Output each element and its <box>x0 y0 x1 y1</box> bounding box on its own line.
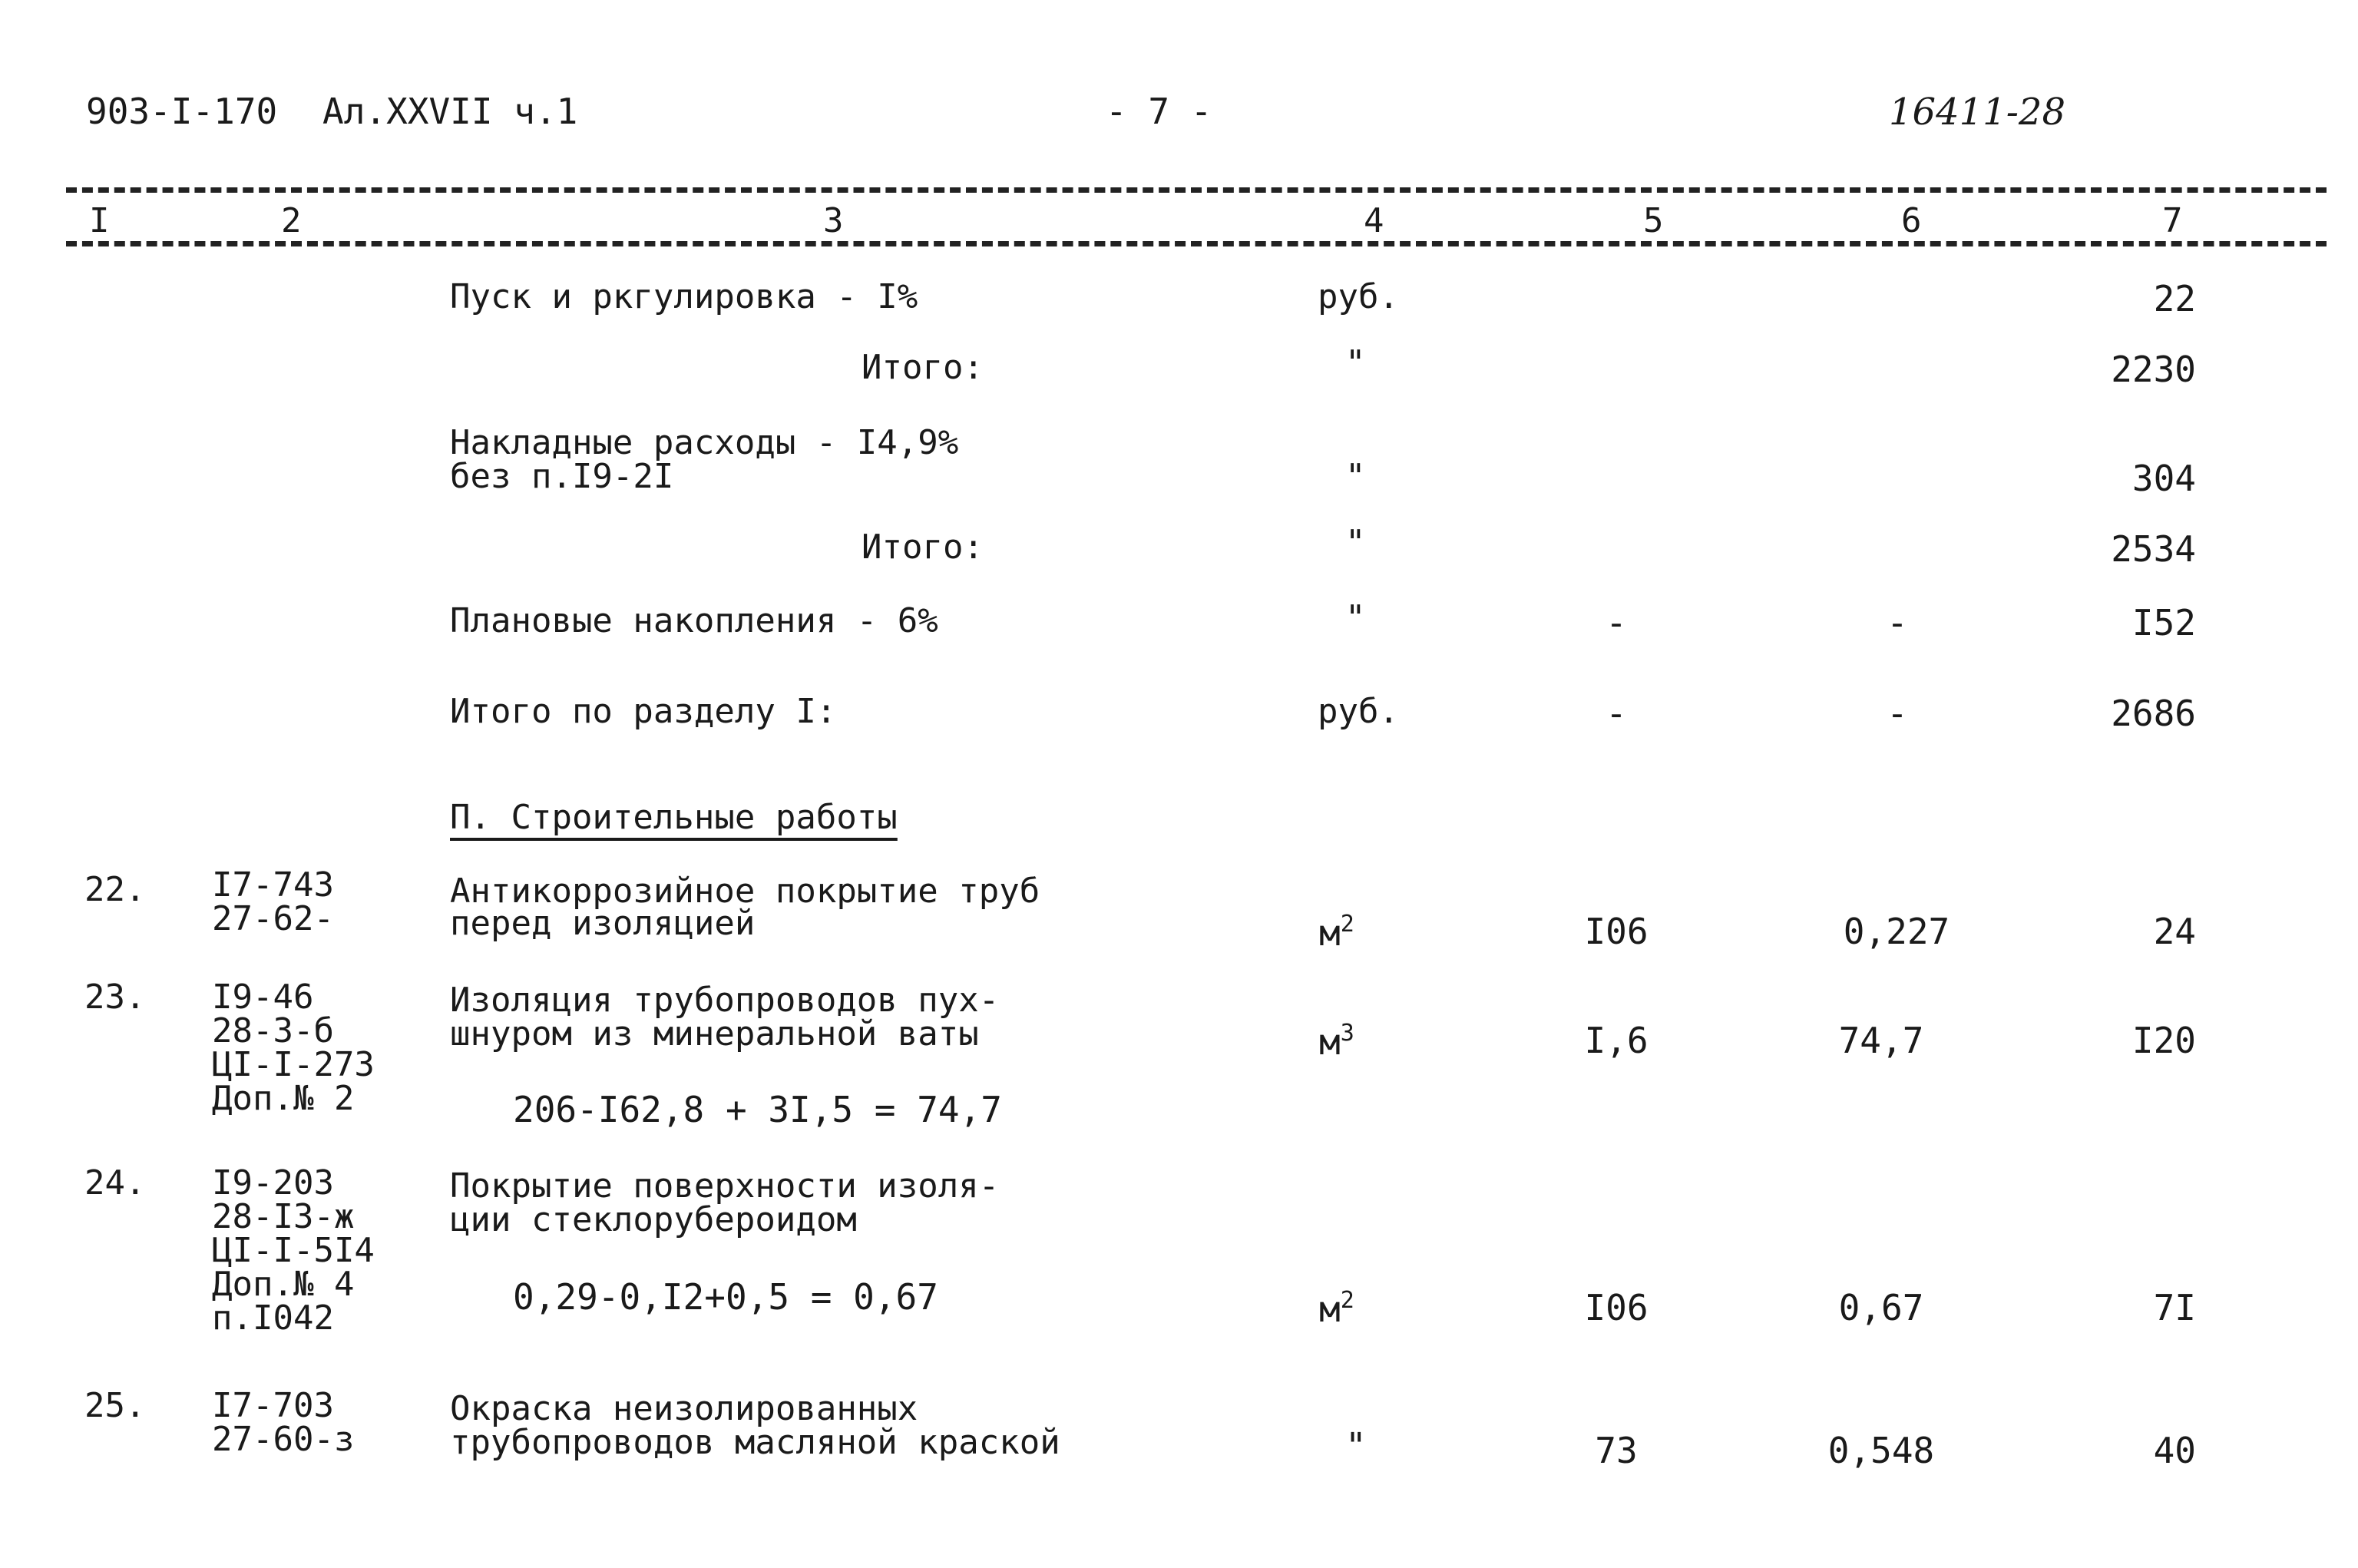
summary-total: 22 <box>2153 278 2196 319</box>
item-code: I9-46 <box>212 978 314 1017</box>
summary-label: Пуск и ркгулировка - I% <box>450 277 918 316</box>
item-unit-price: 0,67 <box>1838 1287 1924 1328</box>
section-title: П. Строительные работы <box>450 798 898 837</box>
summary-unit: " <box>1345 457 1366 496</box>
col-header-4: 4 <box>1364 201 1384 240</box>
album-reference: Ал.XXVII ч.1 <box>322 91 578 132</box>
inventory-number: 16411-28 <box>1889 91 2065 134</box>
item-code: п.I042 <box>212 1298 334 1338</box>
item-quantity: I06 <box>1584 1287 1649 1328</box>
col-header-7: 7 <box>2162 201 2183 240</box>
summary-col6: - <box>1887 693 1908 734</box>
item-calculation: 0,29-0,I2+0,5 = 0,67 <box>513 1276 938 1318</box>
item-unit: $м^3$ <box>1319 1020 1354 1063</box>
item-quantity: 73 <box>1595 1430 1638 1471</box>
item-unit: $м^2$ <box>1319 1287 1354 1330</box>
item-number: 23. <box>84 978 146 1017</box>
item-total: 40 <box>2153 1430 2196 1471</box>
item-code: 28-3-б <box>212 1011 334 1050</box>
item-number: 25. <box>84 1386 146 1425</box>
summary-col5: - <box>1606 602 1627 643</box>
summary-label-continued: без п.I9-2I <box>450 457 674 496</box>
item-total: 7I <box>2153 1287 2196 1328</box>
item-quantity: I06 <box>1584 911 1649 952</box>
item-description: Антикоррозийное покрытие труб <box>450 872 1040 911</box>
header-bottom-rule <box>66 241 2327 246</box>
col-header-1: I <box>89 201 110 240</box>
col-header-3: 3 <box>823 201 844 240</box>
summary-unit: " <box>1345 523 1366 562</box>
item-code: 28-I3-ж <box>212 1197 355 1236</box>
summary-col5: - <box>1606 693 1627 734</box>
summary-label: Итого: <box>862 528 984 567</box>
summary-total: 2230 <box>2111 349 2196 390</box>
item-code: Доп.№ 4 <box>212 1265 355 1304</box>
item-code: 27-62- <box>212 899 334 938</box>
item-description: Покрытие поверхности изоля- <box>450 1166 1000 1206</box>
item-number: 22. <box>84 870 146 909</box>
item-calculation: 206-I62,8 + 3I,5 = 74,7 <box>513 1089 1002 1130</box>
document-code: 903-I-170 <box>86 91 278 132</box>
item-code: I7-743 <box>212 865 334 905</box>
col-header-5: 5 <box>1643 201 1664 240</box>
item-description: ции стеклорубероидом <box>450 1200 857 1239</box>
item-description: трубопроводов масляной краской <box>450 1423 1060 1462</box>
summary-unit: " <box>1345 598 1366 637</box>
item-code: ЦI-I-273 <box>212 1045 375 1084</box>
col-header-2: 2 <box>281 201 302 240</box>
item-code: 27-60-з <box>212 1420 355 1459</box>
summary-label: Накладные расходы - I4,9% <box>450 423 959 462</box>
item-code: I9-203 <box>212 1163 334 1202</box>
summary-total: 2686 <box>2111 693 2196 734</box>
item-total: 24 <box>2153 911 2196 952</box>
summary-unit: руб. <box>1318 277 1399 316</box>
item-unit-price: 0,548 <box>1827 1430 1935 1471</box>
summary-unit: " <box>1345 343 1366 382</box>
item-code: ЦI-I-5I4 <box>212 1231 375 1270</box>
summary-total: I52 <box>2131 602 2196 643</box>
summary-label: Итого: <box>862 348 984 387</box>
item-description: Окраска неизолированных <box>450 1389 918 1428</box>
item-description: перед изоляцией <box>450 904 756 943</box>
summary-total: 2534 <box>2111 528 2196 570</box>
item-total: I20 <box>2131 1020 2196 1061</box>
item-description: Изоляция трубопроводов пух- <box>450 981 1000 1020</box>
item-code: Доп.№ 2 <box>212 1079 355 1118</box>
item-quantity: I,6 <box>1584 1020 1649 1061</box>
page-number: - 7 - <box>1106 91 1212 132</box>
item-unit-price: 0,227 <box>1843 911 1950 952</box>
summary-col6: - <box>1887 602 1908 643</box>
item-unit: $м^2$ <box>1319 911 1354 954</box>
item-unit-price: 74,7 <box>1838 1020 1924 1061</box>
summary-unit: руб. <box>1318 692 1399 731</box>
header-top-rule <box>66 187 2327 193</box>
col-header-6: 6 <box>1901 201 1922 240</box>
item-number: 24. <box>84 1163 146 1202</box>
item-code: I7-703 <box>212 1386 334 1425</box>
summary-label: Итого по разделу I: <box>450 692 837 731</box>
summary-label: Плановые накопления - 6% <box>450 601 938 640</box>
item-unit: " <box>1345 1425 1367 1467</box>
summary-total: 304 <box>2131 458 2196 499</box>
item-description: шнуром из минеральной ваты <box>450 1014 979 1054</box>
